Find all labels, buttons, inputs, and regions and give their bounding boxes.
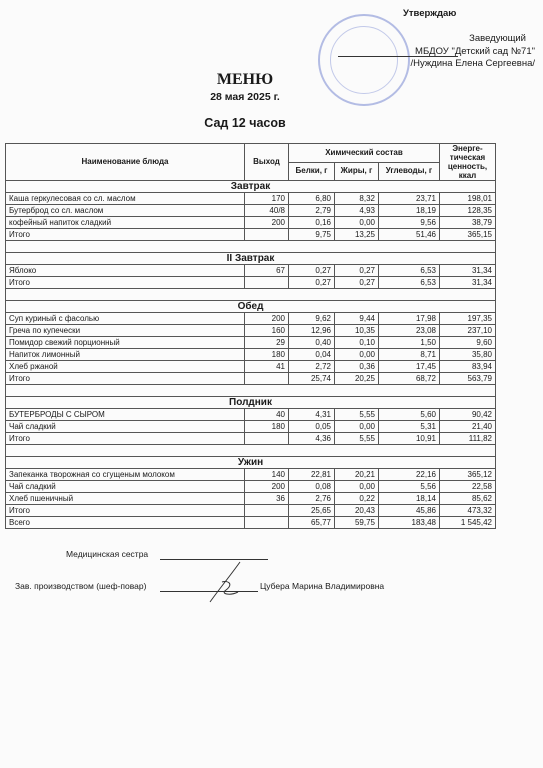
header-energy-line: Энерге-: [452, 144, 483, 153]
dish-name: Всего: [6, 517, 245, 529]
dish-output: [245, 229, 289, 241]
menu-date: 28 мая 2025 г.: [210, 91, 280, 103]
carbs-value: 5,31: [379, 421, 440, 433]
dish-name: Итого: [6, 229, 245, 241]
table-row: [6, 229, 496, 241]
fat-value: 9,44: [335, 313, 379, 325]
section-row: [6, 301, 496, 313]
fat-value: 0,10: [335, 337, 379, 349]
table-row: [6, 325, 496, 337]
dish-output: 40/8: [245, 205, 289, 217]
table-row: [6, 349, 496, 361]
energy-value: 365,12: [440, 469, 496, 481]
energy-value: 365,15: [440, 229, 496, 241]
carbs-value: 22,16: [379, 469, 440, 481]
fat-value: 0,27: [335, 265, 379, 277]
energy-value: 22,58: [440, 481, 496, 493]
carbs-value: 8,71: [379, 349, 440, 361]
fat-value: 5,55: [335, 433, 379, 445]
carbs-value: 18,19: [379, 205, 440, 217]
spacer-cell: [6, 385, 496, 397]
section-title: Полдник: [6, 397, 496, 409]
dish-output: [245, 433, 289, 445]
fat-value: 0,36: [335, 361, 379, 373]
header-energy-line: ккал: [458, 171, 477, 180]
fat-value: 20,25: [335, 373, 379, 385]
table-row: [6, 265, 496, 277]
dish-output: [245, 505, 289, 517]
carbs-value: 23,08: [379, 325, 440, 337]
energy-value: 31,34: [440, 277, 496, 289]
dish-name: Напиток лимонный: [6, 349, 245, 361]
energy-value: 31,34: [440, 265, 496, 277]
carbs-value: 17,98: [379, 313, 440, 325]
fat-value: 13,25: [335, 229, 379, 241]
chef-signature: [200, 558, 250, 606]
energy-value: 473,32: [440, 505, 496, 517]
protein-value: 22,81: [289, 469, 335, 481]
fat-value: 20,21: [335, 469, 379, 481]
dish-output: 41: [245, 361, 289, 373]
spacer-cell: [6, 241, 496, 253]
energy-value: 9,60: [440, 337, 496, 349]
energy-value: 21,40: [440, 421, 496, 433]
approve-organization: МБДОУ "Детский сад №71": [415, 46, 535, 57]
section-title: Обед: [6, 301, 496, 313]
dish-name: Чай сладкий: [6, 481, 245, 493]
dish-name: Греча по купечески: [6, 325, 245, 337]
section-title: II Завтрак: [6, 253, 496, 265]
carbs-value: 23,71: [379, 193, 440, 205]
section-row: [6, 397, 496, 409]
dish-output: 170: [245, 193, 289, 205]
energy-value: 237,10: [440, 325, 496, 337]
energy-value: 197,35: [440, 313, 496, 325]
protein-value: 0,08: [289, 481, 335, 493]
carbs-value: 5,60: [379, 409, 440, 421]
dish-output: 36: [245, 493, 289, 505]
spacer-row: [6, 445, 496, 457]
energy-value: 85,62: [440, 493, 496, 505]
table-row: [6, 205, 496, 217]
header-output: Выход: [245, 144, 289, 181]
spacer-cell: [6, 289, 496, 301]
fat-value: 0,22: [335, 493, 379, 505]
chef-name: Цубера Марина Владимировна: [260, 581, 385, 591]
fat-value: 8,32: [335, 193, 379, 205]
energy-value: 35,80: [440, 349, 496, 361]
nurse-label: Медицинская сестра: [66, 549, 149, 559]
protein-value: 4,36: [289, 433, 335, 445]
section-row: [6, 181, 496, 193]
approve-sign-line: [338, 56, 458, 57]
section-row: [6, 253, 496, 265]
protein-value: 25,65: [289, 505, 335, 517]
fat-value: 0,27: [335, 277, 379, 289]
chef-label: Зав. производством (шеф-повар): [15, 581, 147, 591]
table-row: [6, 433, 496, 445]
table-row: [6, 337, 496, 349]
dish-output: 29: [245, 337, 289, 349]
carbs-value: 5,56: [379, 481, 440, 493]
protein-value: 2,79: [289, 205, 335, 217]
fat-value: 59,75: [335, 517, 379, 529]
dish-output: 40: [245, 409, 289, 421]
dish-output: 200: [245, 217, 289, 229]
dish-name: Хлеб пшеничный: [6, 493, 245, 505]
dish-name: БУТЕРБРОДЫ С СЫРОМ: [6, 409, 245, 421]
header-chem: Химический состав: [289, 144, 440, 163]
table-row: [6, 193, 496, 205]
fat-value: 10,35: [335, 325, 379, 337]
dish-output: [245, 373, 289, 385]
dish-name: Итого: [6, 277, 245, 289]
carbs-value: 6,53: [379, 265, 440, 277]
header-dish: Наименование блюда: [6, 144, 245, 181]
carbs-value: 183,48: [379, 517, 440, 529]
table-row: [6, 481, 496, 493]
fat-value: 0,00: [335, 349, 379, 361]
section-title: Ужин: [6, 457, 496, 469]
energy-value: 90,42: [440, 409, 496, 421]
spacer-row: [6, 241, 496, 253]
carbs-value: 17,45: [379, 361, 440, 373]
table-row: [6, 505, 496, 517]
dish-output: 140: [245, 469, 289, 481]
dish-output: 200: [245, 481, 289, 493]
dish-name: Итого: [6, 433, 245, 445]
fat-value: 0,00: [335, 481, 379, 493]
header-energy: [440, 144, 496, 181]
protein-value: 0,27: [289, 277, 335, 289]
energy-value: 563,79: [440, 373, 496, 385]
header-protein: Белки, г: [289, 162, 335, 181]
dish-name: Чай сладкий: [6, 421, 245, 433]
energy-value: 38,79: [440, 217, 496, 229]
protein-value: 0,40: [289, 337, 335, 349]
dish-name: Запеканка творожная со сгущеным молоком: [6, 469, 245, 481]
dish-name: Суп куриный с фасолью: [6, 313, 245, 325]
protein-value: 65,77: [289, 517, 335, 529]
protein-value: 0,27: [289, 265, 335, 277]
table-row: [6, 469, 496, 481]
dish-name: Итого: [6, 373, 245, 385]
energy-value: 111,82: [440, 433, 496, 445]
dish-name: Хлеб ржаной: [6, 361, 245, 373]
table-row: [6, 217, 496, 229]
dish-output: 160: [245, 325, 289, 337]
energy-value: 1 545,42: [440, 517, 496, 529]
approve-position: Заведующий: [469, 33, 526, 44]
dish-output: 67: [245, 265, 289, 277]
dish-name: Яблоко: [6, 265, 245, 277]
protein-value: 9,62: [289, 313, 335, 325]
menu-subtitle: Сад 12 часов: [204, 116, 286, 130]
fat-value: 5,55: [335, 409, 379, 421]
section-row: [6, 457, 496, 469]
header-energy-line: тическая: [449, 153, 486, 162]
protein-value: 0,04: [289, 349, 335, 361]
carbs-value: 10,91: [379, 433, 440, 445]
spacer-row: [6, 385, 496, 397]
energy-value: 83,94: [440, 361, 496, 373]
dish-output: 180: [245, 421, 289, 433]
spacer-row: [6, 289, 496, 301]
carbs-value: 18,14: [379, 493, 440, 505]
fat-value: 0,00: [335, 217, 379, 229]
energy-value: 198,01: [440, 193, 496, 205]
protein-value: 0,16: [289, 217, 335, 229]
fat-value: 4,93: [335, 205, 379, 217]
dish-name: Итого: [6, 505, 245, 517]
table-row: [6, 493, 496, 505]
table-row: [6, 517, 496, 529]
header-carbs: Углеводы, г: [379, 162, 440, 181]
carbs-value: 68,72: [379, 373, 440, 385]
dish-name: кофейный напиток сладкий: [6, 217, 245, 229]
dish-output: [245, 517, 289, 529]
dish-name: Каша геркулесовая со сл. маслом: [6, 193, 245, 205]
carbs-value: 6,53: [379, 277, 440, 289]
spacer-cell: [6, 445, 496, 457]
dish-name: Бутерброд со сл. маслом: [6, 205, 245, 217]
table-row: [6, 409, 496, 421]
protein-value: 6,80: [289, 193, 335, 205]
protein-value: 4,31: [289, 409, 335, 421]
dish-name: Помидор свежий порционный: [6, 337, 245, 349]
dish-output: 180: [245, 349, 289, 361]
section-title: Завтрак: [6, 181, 496, 193]
table-row: [6, 277, 496, 289]
fat-value: 20,43: [335, 505, 379, 517]
approve-title: Утверждаю: [403, 8, 457, 19]
energy-value: 128,35: [440, 205, 496, 217]
menu-table: [5, 143, 496, 529]
header-fat: Жиры, г: [335, 162, 379, 181]
carbs-value: 51,46: [379, 229, 440, 241]
protein-value: 12,96: [289, 325, 335, 337]
header-energy-line: ценность,: [447, 162, 488, 171]
protein-value: 0,05: [289, 421, 335, 433]
dish-output: [245, 277, 289, 289]
protein-value: 25,74: [289, 373, 335, 385]
protein-value: 2,72: [289, 361, 335, 373]
page-title: МЕНЮ: [216, 71, 274, 88]
table-row: [6, 373, 496, 385]
carbs-value: 1,50: [379, 337, 440, 349]
table-row: [6, 361, 496, 373]
protein-value: 9,75: [289, 229, 335, 241]
fat-value: 0,00: [335, 421, 379, 433]
approve-name: /Нуждина Елена Сергеевна/: [410, 58, 535, 69]
protein-value: 2,76: [289, 493, 335, 505]
table-row: [6, 421, 496, 433]
dish-output: 200: [245, 313, 289, 325]
carbs-value: 45,86: [379, 505, 440, 517]
carbs-value: 9,56: [379, 217, 440, 229]
table-row: [6, 313, 496, 325]
